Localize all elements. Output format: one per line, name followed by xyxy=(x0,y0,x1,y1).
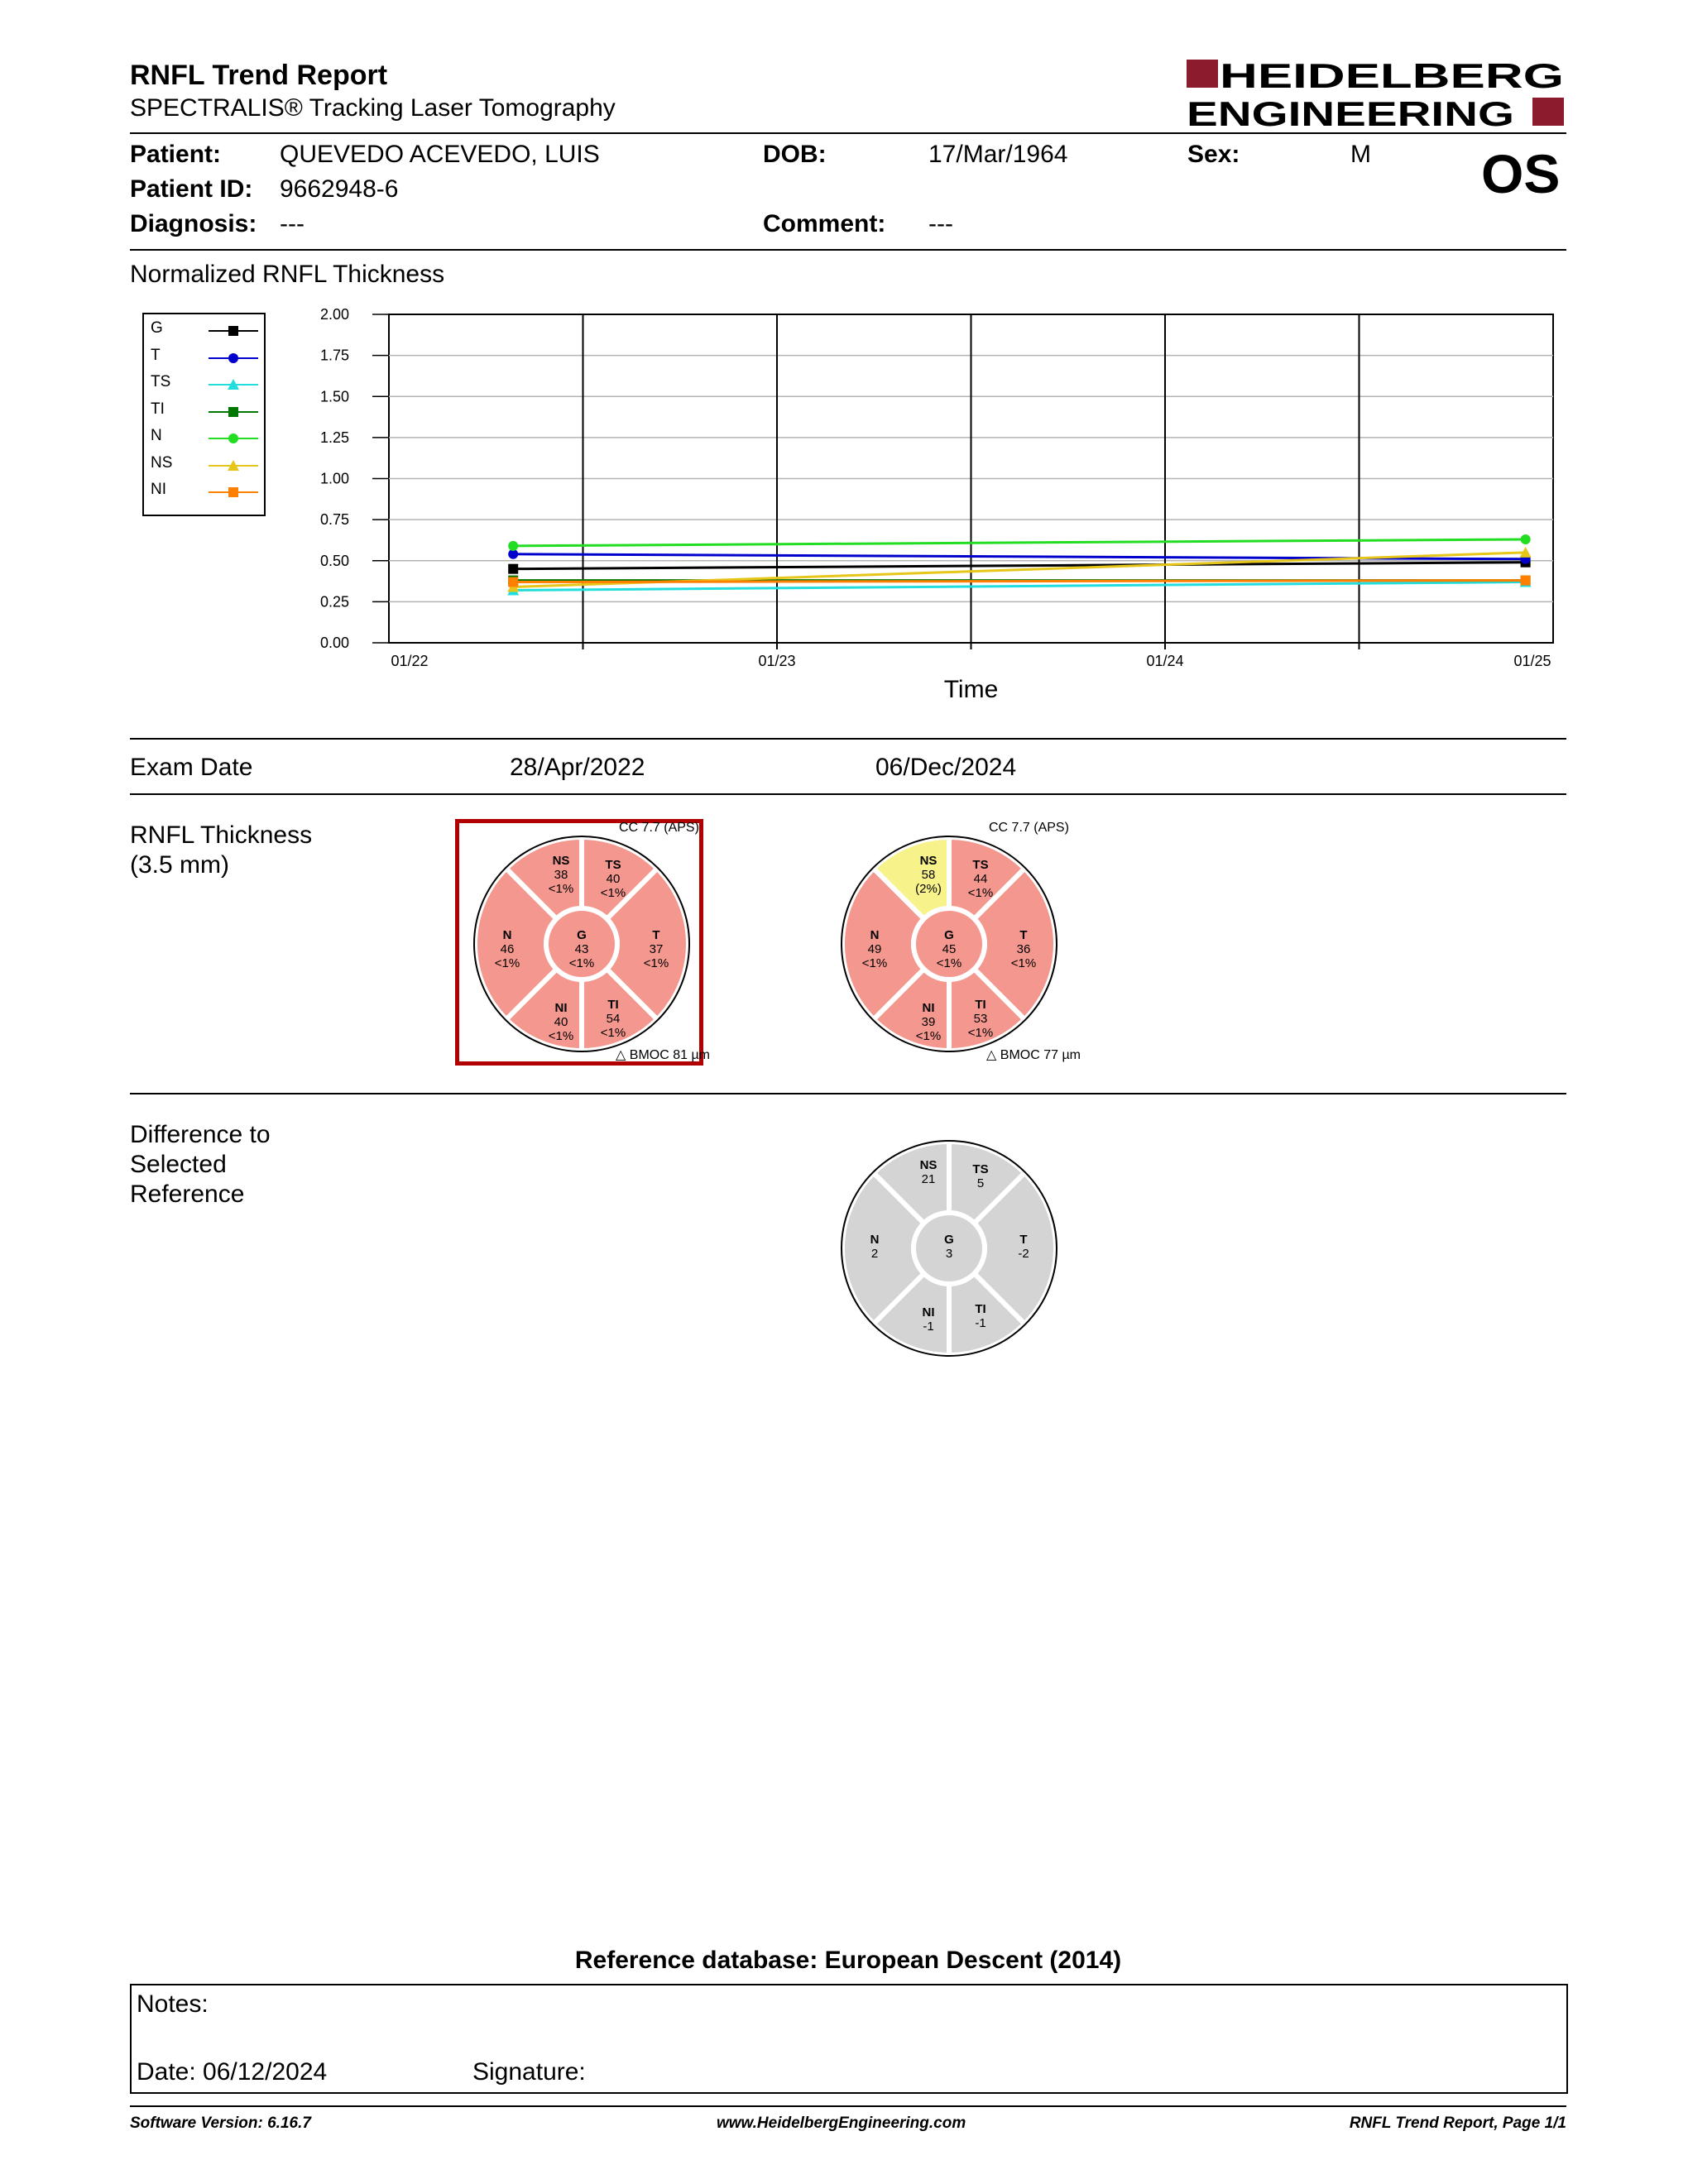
legend-marker xyxy=(228,487,238,497)
chart-legend xyxy=(142,313,266,516)
legend-label: TI xyxy=(151,400,165,418)
sector-name: NS xyxy=(919,854,938,868)
series-line-ni xyxy=(513,581,1525,582)
legend-marker xyxy=(228,353,238,363)
sector-name: T xyxy=(1019,1233,1028,1247)
patient-name: QUEVEDO ACEVEDO, LUIS xyxy=(280,141,600,168)
chart-divider xyxy=(130,738,1566,740)
sector-value: -1 xyxy=(975,1316,986,1330)
sector-name: G xyxy=(944,928,954,942)
circle1-bmoc-text: BMOC 81 µm xyxy=(629,1048,710,1062)
comment-value: --- xyxy=(928,210,953,237)
dob-label: DOB: xyxy=(763,141,827,168)
notes-label: Notes: xyxy=(137,1990,209,2018)
legend-swatch xyxy=(209,350,258,366)
legend-label: NS xyxy=(151,453,173,472)
legend-swatch xyxy=(209,376,258,393)
sector-percentile: <1% xyxy=(600,1026,626,1040)
legend-swatch xyxy=(209,323,258,339)
legend-label: TS xyxy=(151,373,171,390)
sector-value: 2 xyxy=(870,1247,879,1261)
sector-percentile: <1% xyxy=(568,956,595,970)
patient-label: Patient: xyxy=(130,141,222,168)
sector-name: N xyxy=(870,1233,880,1247)
series-line-n xyxy=(513,539,1525,546)
patient-id: 9662948-6 xyxy=(280,175,399,203)
difference-line3: Reference xyxy=(130,1181,245,1208)
legend-label: N xyxy=(151,427,162,444)
sector-value: 3 xyxy=(945,1247,953,1261)
exam-date-divider xyxy=(130,793,1566,795)
series-line-g xyxy=(513,563,1525,569)
sector-label-n xyxy=(870,1233,880,1261)
sector-value: 37 xyxy=(649,942,664,956)
circle1-bmoc xyxy=(616,1046,710,1063)
sector-percentile: (2%) xyxy=(915,882,942,896)
legend-swatch xyxy=(209,484,258,500)
diagnosis-value: --- xyxy=(280,210,305,237)
circle2-bmoc-text: BMOC 77 µm xyxy=(1000,1048,1081,1062)
sector-name: NI xyxy=(554,1001,568,1015)
legend-item-ti xyxy=(151,400,258,427)
sector-name: TI xyxy=(975,1302,986,1316)
legend-item-n xyxy=(151,427,258,453)
exam-date-1[interactable]: 28/Apr/2022 xyxy=(510,754,645,781)
data-point-ni xyxy=(508,577,518,587)
logo-line1: HEIDELBERG xyxy=(1220,58,1564,95)
y-tick-label: 1.75 xyxy=(319,347,349,364)
sector-name: TI xyxy=(607,998,619,1012)
y-tick-label: 0.25 xyxy=(319,593,349,611)
sector-name: T xyxy=(652,928,660,942)
sector-value: 39 xyxy=(921,1015,936,1029)
footer-divider xyxy=(130,2105,1566,2107)
sector-percentile: <1% xyxy=(936,956,962,970)
sector-percentile: <1% xyxy=(967,1026,994,1040)
sector-name: NI xyxy=(922,1001,935,1015)
sector-value: 36 xyxy=(1016,942,1031,956)
sector-value: 46 xyxy=(500,942,515,956)
patient-divider xyxy=(130,249,1566,251)
sector-label-ni xyxy=(923,1305,935,1334)
sector-value: 38 xyxy=(554,868,568,882)
legend-item-t xyxy=(151,347,258,373)
data-point-n xyxy=(1521,534,1531,544)
sector-name: G xyxy=(944,1233,954,1247)
sector-value: 21 xyxy=(921,1172,936,1186)
sector-label-ns xyxy=(920,1158,938,1186)
sector-percentile: <1% xyxy=(861,956,888,970)
legend-label: NI xyxy=(151,481,166,498)
logo-line2: ENGINEERING xyxy=(1187,94,1514,131)
sector-percentile: <1% xyxy=(600,886,626,900)
sector-label-ti xyxy=(975,1302,985,1330)
notes-box xyxy=(130,1984,1568,2094)
chart-title: Normalized RNFL Thickness xyxy=(130,261,445,288)
report-subtitle: SPECTRALIS® Tracking Laser Tomography xyxy=(130,94,616,122)
sector-percentile: <1% xyxy=(967,886,994,900)
legend-item-ts xyxy=(151,373,258,400)
y-tick-label: 1.25 xyxy=(319,429,349,446)
sector-name: TI xyxy=(975,998,986,1012)
bmoc-triangle-icon: △ xyxy=(616,1048,626,1062)
sector-value: 58 xyxy=(921,868,936,882)
sector-name: N xyxy=(502,928,512,942)
sector-value: 43 xyxy=(574,942,589,956)
sector-percentile: <1% xyxy=(494,956,520,970)
sector-percentile: <1% xyxy=(548,882,574,896)
sector-name: TS xyxy=(605,858,621,872)
x-tick-label: 01/24 xyxy=(1146,653,1184,669)
sector-name: G xyxy=(577,928,587,942)
data-point-g xyxy=(508,564,518,574)
header-divider xyxy=(130,132,1566,134)
reference-database: Reference database: European Descent (2014) xyxy=(574,1947,1122,1974)
signature-label: Signature: xyxy=(472,2058,586,2086)
notes-date: Date: 06/12/2024 xyxy=(137,2058,328,2086)
sector-value: 40 xyxy=(606,872,621,886)
rnfl-thickness-line1: RNFL Thickness xyxy=(130,821,313,849)
sector-percentile: <1% xyxy=(1010,956,1037,970)
data-point-n xyxy=(508,541,518,551)
diagnosis-label: Diagnosis: xyxy=(130,210,257,237)
footer-software-version: Software Version: 6.16.7 xyxy=(130,2115,311,2132)
sector-name: T xyxy=(1019,928,1028,942)
sector-name: N xyxy=(870,928,880,942)
circle2-cc: CC 7.7 (APS) xyxy=(989,821,1069,835)
sector-percentile: <1% xyxy=(643,956,669,970)
legend-marker xyxy=(228,433,238,443)
difference-sector-plot[interactable] xyxy=(841,1140,1057,1357)
sector-value: 45 xyxy=(942,942,957,956)
thickness-divider xyxy=(130,1093,1566,1094)
circle1-cc: CC 7.7 (APS) xyxy=(619,821,699,835)
sector-name: NS xyxy=(552,854,570,868)
y-tick-label: 0.75 xyxy=(319,511,349,529)
legend-item-ni xyxy=(151,481,258,507)
comment-label: Comment: xyxy=(763,210,886,237)
sector-value: -1 xyxy=(923,1320,934,1334)
y-tick-label: 0.00 xyxy=(319,635,349,651)
difference-line1: Difference to xyxy=(130,1121,271,1148)
x-tick-label: 01/22 xyxy=(391,653,429,669)
rnfl-thickness-line2: (3.5 mm) xyxy=(130,851,229,879)
sector-percentile: <1% xyxy=(915,1029,942,1043)
circle2-bmoc xyxy=(986,1046,1081,1063)
legend-swatch xyxy=(209,457,258,474)
data-point-ni xyxy=(1521,576,1531,586)
heidelberg-logo xyxy=(1185,58,1567,131)
sector-value: 40 xyxy=(554,1015,568,1029)
footer-page-number: RNFL Trend Report, Page 1/1 xyxy=(1349,2115,1566,2132)
sector-label-g xyxy=(944,1233,954,1261)
difference-line2: Selected xyxy=(130,1151,227,1178)
rnfl-thickness-label xyxy=(130,821,312,880)
sector-name: TS xyxy=(972,858,989,872)
legend-item-ns xyxy=(151,454,258,481)
sector-value: 53 xyxy=(973,1012,988,1026)
sector-name: NI xyxy=(922,1305,935,1320)
y-tick-label: 0.50 xyxy=(319,552,349,569)
legend-item-g xyxy=(151,319,258,346)
sector-value: 49 xyxy=(867,942,882,956)
eye-indicator: OS xyxy=(1481,143,1561,204)
dob-value: 17/Mar/1964 xyxy=(928,141,1068,168)
report-title: RNFL Trend Report xyxy=(130,60,388,91)
legend-label: G xyxy=(151,319,163,337)
sector-name: NS xyxy=(919,1158,938,1172)
bmoc-triangle-icon: △ xyxy=(986,1048,997,1062)
x-tick-label: 01/23 xyxy=(758,653,796,669)
legend-marker xyxy=(228,407,238,417)
legend-swatch xyxy=(209,430,258,447)
circle1-sector-plot[interactable] xyxy=(473,836,690,1052)
legend-swatch xyxy=(209,404,258,420)
sector-name: TS xyxy=(972,1162,989,1176)
legend-marker xyxy=(228,326,238,336)
y-tick-label: 1.00 xyxy=(319,470,349,487)
difference-label xyxy=(130,1120,271,1209)
trend-chart xyxy=(281,298,1572,711)
circle2-sector-plot[interactable] xyxy=(841,836,1057,1052)
sector-percentile: <1% xyxy=(548,1029,574,1043)
x-axis-label: Time xyxy=(943,676,999,703)
y-tick-label: 2.00 xyxy=(319,306,349,323)
sex-label: Sex: xyxy=(1187,141,1240,168)
series-line-ts xyxy=(513,582,1525,591)
sector-value: 44 xyxy=(973,872,988,886)
legend-label: T xyxy=(151,346,161,364)
footer-website[interactable]: www.HeidelbergEngineering.com xyxy=(717,2115,966,2132)
sector-value: -2 xyxy=(1018,1247,1029,1261)
exam-date-2[interactable]: 06/Dec/2024 xyxy=(875,754,1017,781)
sector-value: 54 xyxy=(606,1012,621,1026)
patient-id-label: Patient ID: xyxy=(130,175,253,203)
exam-date-label: Exam Date xyxy=(130,754,253,781)
sector-value: 5 xyxy=(976,1176,985,1190)
sex-value: M xyxy=(1350,141,1371,168)
x-tick-label: 01/25 xyxy=(1513,653,1551,669)
y-tick-label: 1.50 xyxy=(319,388,349,405)
